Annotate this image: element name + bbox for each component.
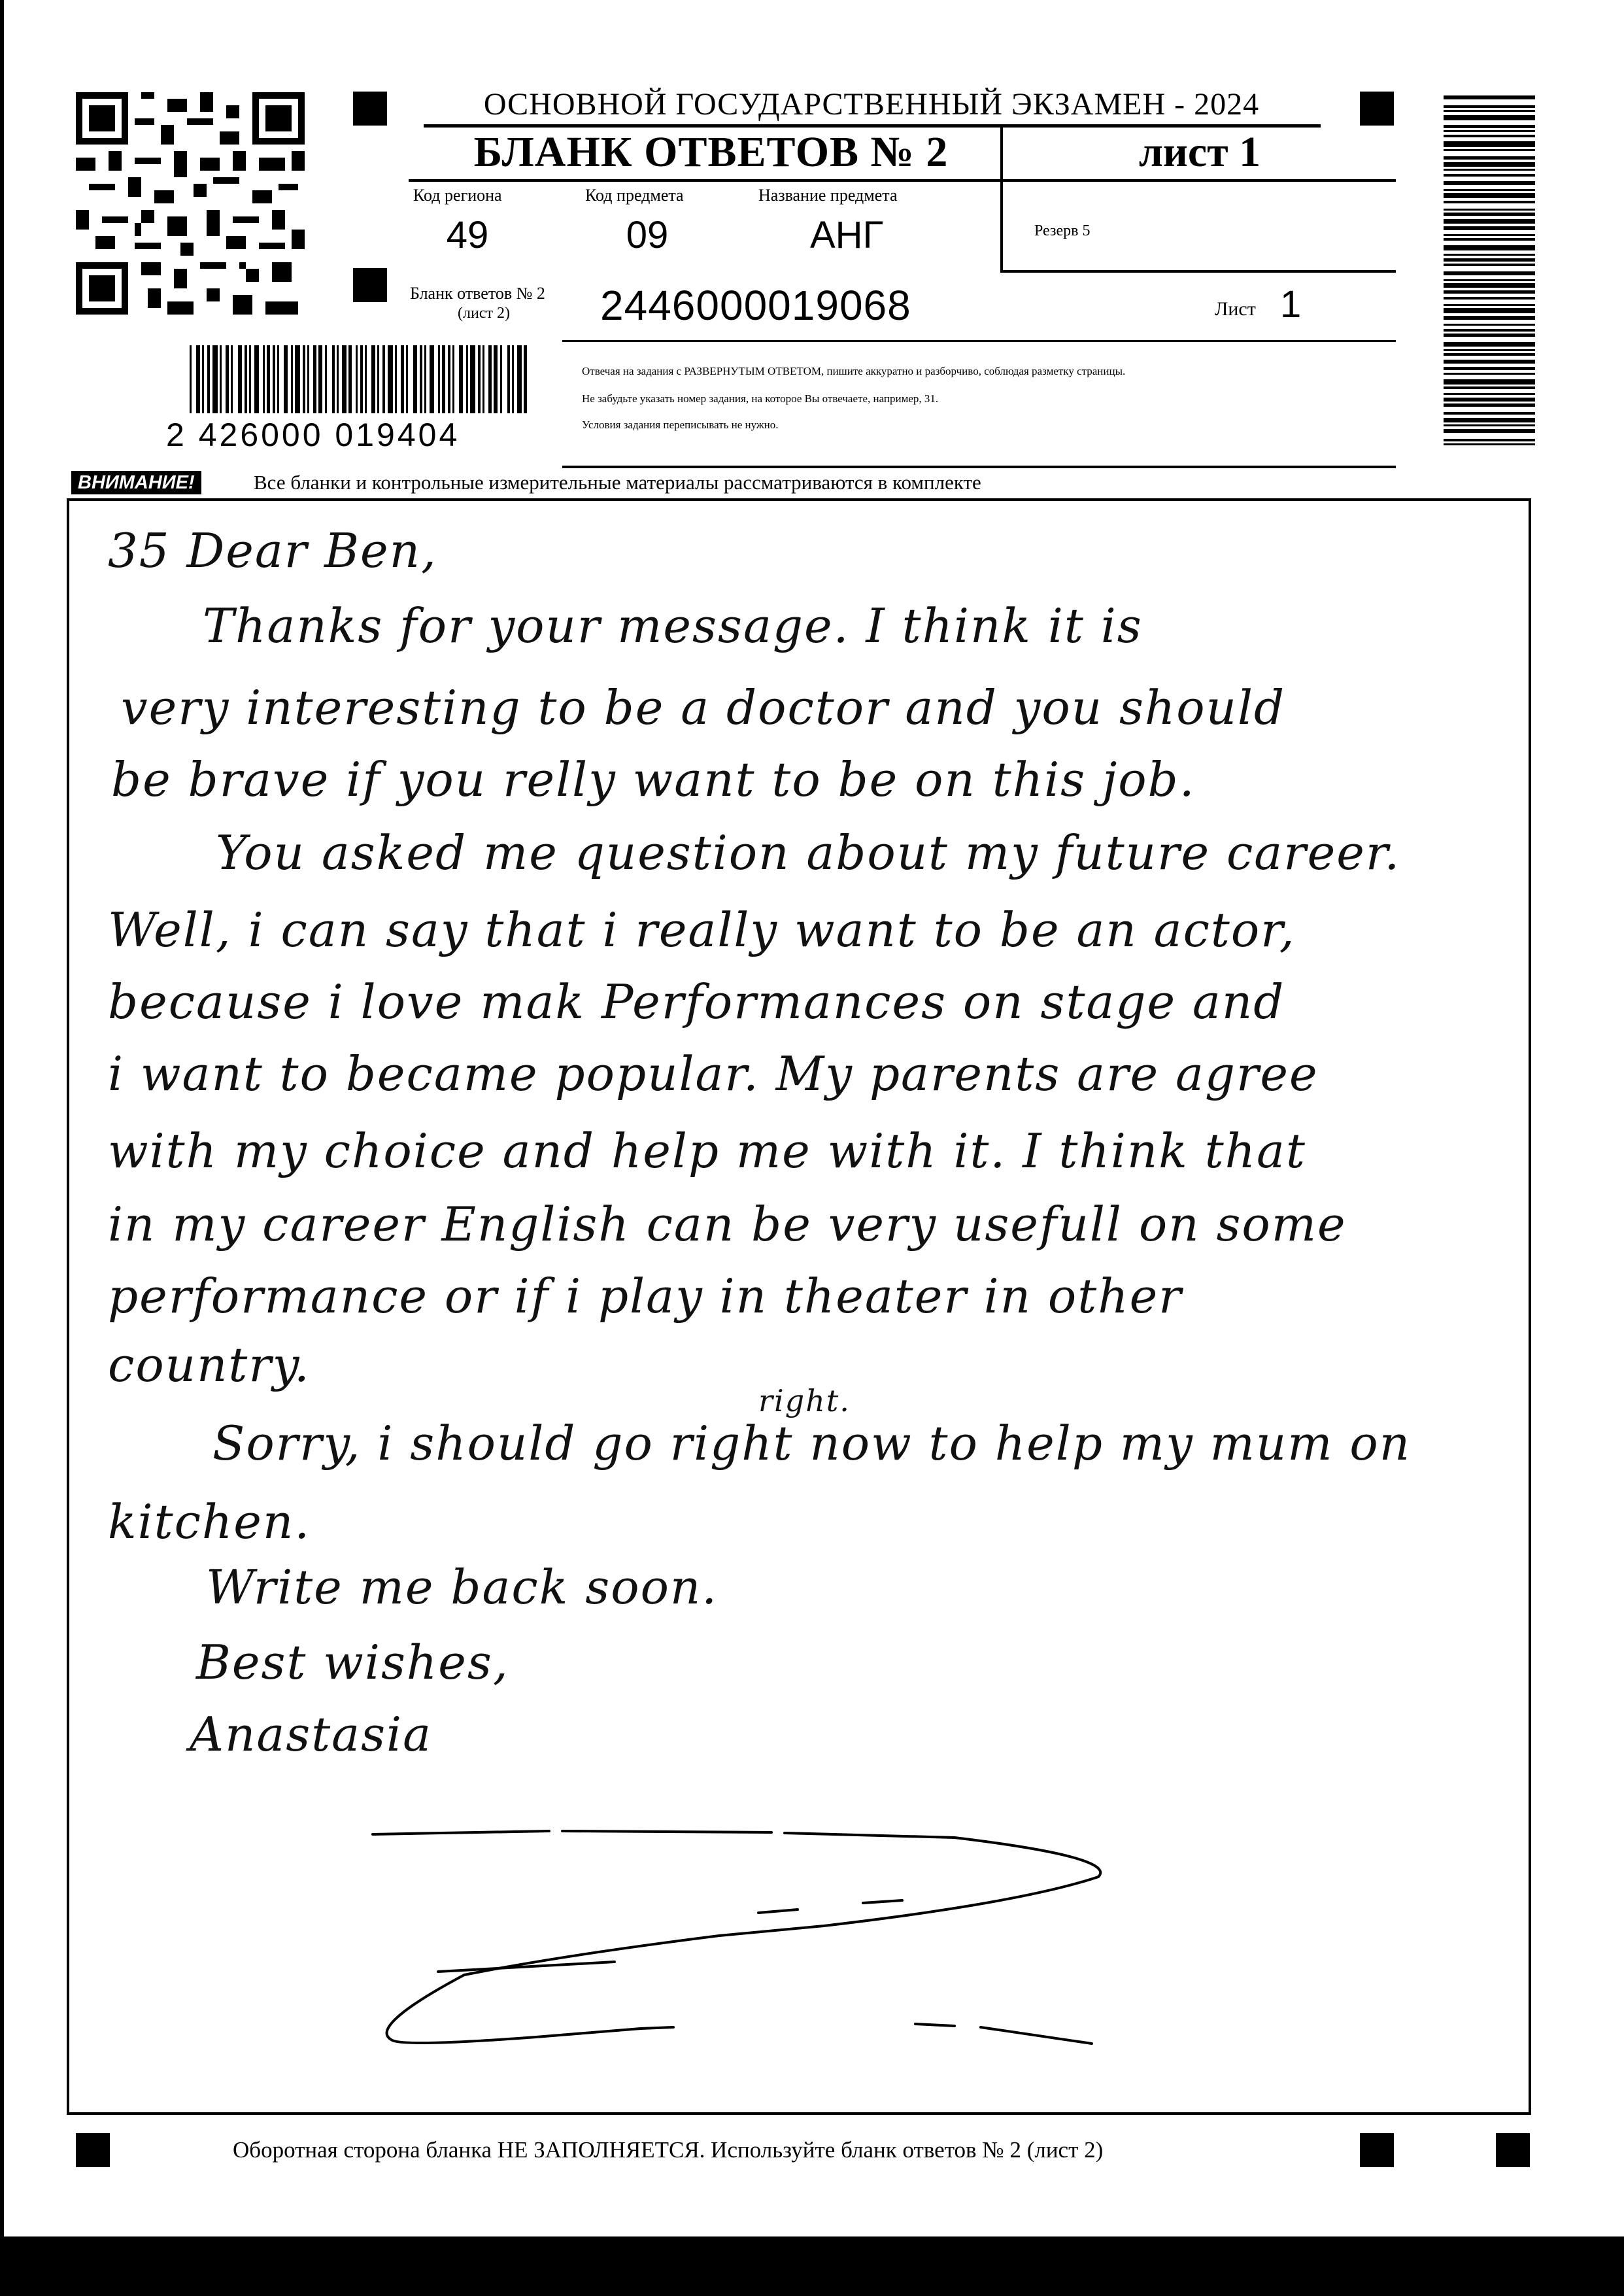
answer-line: because i love mak Performances on stage and [108, 974, 1285, 1029]
barcode-bar [307, 345, 309, 413]
barcode-bar [1444, 418, 1535, 422]
barcode-bar [1444, 141, 1535, 147]
subject-name-label: Название предмета [758, 186, 898, 205]
barcode-bar [494, 345, 498, 413]
barcode-bar [1444, 403, 1535, 407]
barcode-bar [1444, 125, 1535, 128]
barcode-bar [1444, 149, 1535, 151]
answer-line: Sorry, i should go right now to help my mum on [212, 1416, 1412, 1471]
region-value: 49 [446, 214, 489, 256]
barcode-bar [249, 345, 251, 413]
barcode-bar [1444, 424, 1535, 426]
answer-line: country. [108, 1337, 311, 1392]
barcode-bar [406, 345, 408, 413]
footer-note: Оборотная сторона бланка НЕ ЗАПОЛНЯЕТСЯ. Используйте бланк ответов № 2 (лист 2) [233, 2137, 1104, 2163]
barcode-bar [1444, 443, 1535, 445]
barcode-bar [325, 345, 327, 413]
barcode-bar [1444, 297, 1535, 300]
divider [1000, 270, 1396, 273]
barcode-bar [1444, 308, 1535, 313]
answer-line: Best wishes, [196, 1635, 509, 1690]
barcode-bar [452, 345, 454, 413]
barcode-bar [1444, 264, 1535, 266]
barcode-number: 2 426000 019404 [166, 417, 460, 453]
barcode-bar [254, 345, 259, 413]
barcode-bar [1444, 95, 1535, 99]
divider [562, 466, 1396, 468]
answer-line: You asked me question about my future career. [216, 825, 1401, 880]
sheet-value: 1 [1280, 283, 1302, 326]
barcode-bar [356, 345, 358, 413]
barcode-bar [470, 345, 475, 413]
barcode-bar [1444, 169, 1535, 171]
barcode-bar [1444, 316, 1535, 320]
registration-marker [353, 268, 387, 302]
answer-line: be brave if you relly want to be on this job. [111, 752, 1196, 807]
barcode-bar [442, 345, 445, 413]
subject-code-label: Код предмета [585, 186, 684, 205]
barcode-bar [1444, 174, 1535, 177]
barcode-bar [1444, 156, 1535, 160]
barcode-bar [524, 345, 527, 413]
barcode-bar [1444, 254, 1535, 256]
barcode-bar [337, 345, 339, 413]
barcode-bar [1444, 329, 1535, 332]
barcode-bar [212, 345, 218, 413]
registration-marker [1360, 2133, 1394, 2167]
barcode [190, 345, 536, 413]
barcode-bar [1444, 234, 1535, 236]
barcode-bar [190, 345, 192, 413]
form-ref-label: Бланк ответов № 2 [410, 284, 545, 303]
side-barcode [1444, 95, 1535, 454]
scan-edge [0, 2236, 1624, 2296]
subject-name-value: АНГ [810, 214, 883, 256]
barcode-bar [1444, 238, 1535, 241]
barcode-bar [196, 345, 200, 413]
sheet-title: лист 1 [1138, 128, 1261, 176]
barcode-bar [377, 345, 379, 413]
answer-line: Write me back soon. [206, 1560, 719, 1615]
barcode-bar [507, 345, 510, 413]
reserve-label: Резерв 5 [1034, 222, 1091, 239]
barcode-bar [1444, 105, 1535, 108]
barcode-bar [1444, 290, 1535, 294]
answer-line: very interesting to be a doctor and you should [121, 680, 1286, 735]
barcode-bar [1444, 439, 1535, 441]
barcode-bar [466, 345, 468, 413]
barcode-bar [1444, 342, 1535, 347]
barcode-bar [365, 345, 367, 413]
barcode-bar [277, 345, 279, 413]
answer-line: Thanks for your message. I think it is [203, 598, 1143, 653]
barcode-bar [1444, 304, 1535, 306]
barcode-bar [1444, 367, 1535, 370]
barcode-bar [401, 345, 404, 413]
barcode-bar [482, 345, 484, 413]
answer-line: 35 Dear Ben, [108, 523, 437, 578]
exam-title: ОСНОВНОЙ ГОСУДАРСТВЕННЫЙ ЭКЗАМЕН - 2024 [483, 87, 1260, 122]
barcode-bar [202, 345, 204, 413]
form-title: БЛАНК ОТВЕТОВ № 2 [473, 128, 949, 176]
barcode-bar [1444, 226, 1535, 230]
barcode-bar [371, 345, 375, 413]
z-strikeout [366, 1811, 1125, 2060]
barcode-bar [238, 345, 242, 413]
answer-line: in my career English can be very usefull on some [108, 1197, 1347, 1252]
barcode-bar [1444, 193, 1535, 198]
barcode-bar [207, 345, 210, 413]
barcode-bar [420, 345, 422, 413]
registration-marker [1360, 92, 1394, 126]
barcode-bar [1444, 386, 1535, 389]
barcode-bar [459, 345, 463, 413]
barcode-bar [1444, 213, 1535, 216]
barcode-bar [424, 345, 426, 413]
divider [409, 179, 1396, 182]
barcode-bar [295, 345, 300, 413]
barcode-bar [220, 345, 222, 413]
barcode-bar [1444, 181, 1535, 185]
registration-marker [76, 2133, 110, 2167]
barcode-bar [1444, 393, 1535, 395]
barcode-bar [291, 345, 293, 413]
instruction-text: Условия задания переписывать не нужно. [582, 419, 779, 431]
barcode-bar [478, 345, 481, 413]
divider [562, 340, 1396, 342]
divider [1000, 128, 1003, 271]
barcode-bar [1444, 219, 1535, 224]
barcode-bar [226, 345, 229, 413]
barcode-bar [1444, 412, 1535, 415]
correction-word: right. [758, 1383, 851, 1418]
barcode-bar [1444, 324, 1535, 326]
barcode-bar [360, 345, 363, 413]
barcode-bar [1444, 279, 1535, 281]
qr-code [76, 92, 305, 315]
attention-badge: ВНИМАНИЕ! [71, 471, 201, 494]
answer-line: performance or if i play in theater in other [108, 1269, 1183, 1324]
answer-line: Anastasia [190, 1707, 433, 1762]
barcode-bar [1444, 373, 1535, 375]
barcode-bar [448, 345, 450, 413]
barcode-bar [512, 345, 514, 413]
barcode-bar [413, 345, 417, 413]
barcode-bar [1444, 283, 1535, 288]
barcode-bar [1444, 110, 1535, 112]
barcode-bar [1444, 360, 1535, 364]
registration-marker [1496, 2133, 1530, 2167]
barcode-bar [231, 345, 233, 413]
attention-text: Все бланки и контрольные измерительные материалы рассматриваются в комплекте [254, 471, 981, 494]
barcode-bar [332, 345, 335, 413]
barcode-bar [267, 345, 270, 413]
barcode-bar [348, 345, 352, 413]
barcode-bar [318, 345, 322, 413]
barcode-bar [1444, 349, 1535, 351]
instruction-text: Отвечая на задания с РАЗВЕРНУТЫМ ОТВЕТОМ, пишите аккуратно и разборчиво, соблюдая разметку страницы. [582, 365, 1126, 377]
barcode-bar [1444, 209, 1535, 211]
barcode-bar [1444, 245, 1535, 250]
form-ref-sublabel: (лист 2) [458, 305, 510, 322]
barcode-bar [284, 345, 288, 413]
barcode-bar [517, 345, 522, 413]
answer-line: i want to became popular. My parents are agree [108, 1046, 1319, 1101]
barcode-bar [430, 345, 434, 413]
barcode-bar [303, 345, 305, 413]
region-label: Код региона [413, 186, 502, 205]
barcode-bar [382, 345, 385, 413]
barcode-bar [245, 345, 247, 413]
sheet-label: Лист [1215, 298, 1256, 320]
barcode-bar [1444, 258, 1535, 262]
answer-line: with my choice and help me with it. I think that [108, 1123, 1306, 1178]
barcode-bar [488, 345, 492, 413]
barcode-bar [1444, 130, 1535, 132]
page-border [0, 0, 4, 2236]
barcode-bar [1444, 429, 1535, 433]
barcode-bar [500, 345, 502, 413]
barcode-bar [1444, 379, 1535, 385]
barcode-bar [1444, 271, 1535, 275]
barcode-bar [388, 345, 393, 413]
barcode-bar [313, 345, 316, 413]
barcode-bar [1444, 353, 1535, 356]
subject-code-value: 09 [626, 214, 669, 256]
barcode-bar [395, 345, 397, 413]
answer-line: Well, i can say that i really want to be an actor, [108, 902, 1296, 957]
barcode-bar [342, 345, 347, 413]
form-ref-value: 2446000019068 [600, 282, 911, 329]
instruction-text: Не забудьте указать номер задания, на которое Вы отвечаете, например, 31. [582, 392, 939, 405]
barcode-bar [1444, 398, 1535, 402]
barcode-bar [1444, 334, 1535, 337]
barcode-bar [263, 345, 265, 413]
barcode-bar [438, 345, 440, 413]
answer-line: kitchen. [108, 1494, 311, 1549]
barcode-bar [273, 345, 275, 413]
barcode-bar [1444, 201, 1535, 203]
barcode-bar [1444, 135, 1535, 137]
barcode-bar [1444, 189, 1535, 191]
barcode-bar [1444, 162, 1535, 167]
registration-marker [353, 92, 387, 126]
barcode-bar [1444, 115, 1535, 120]
